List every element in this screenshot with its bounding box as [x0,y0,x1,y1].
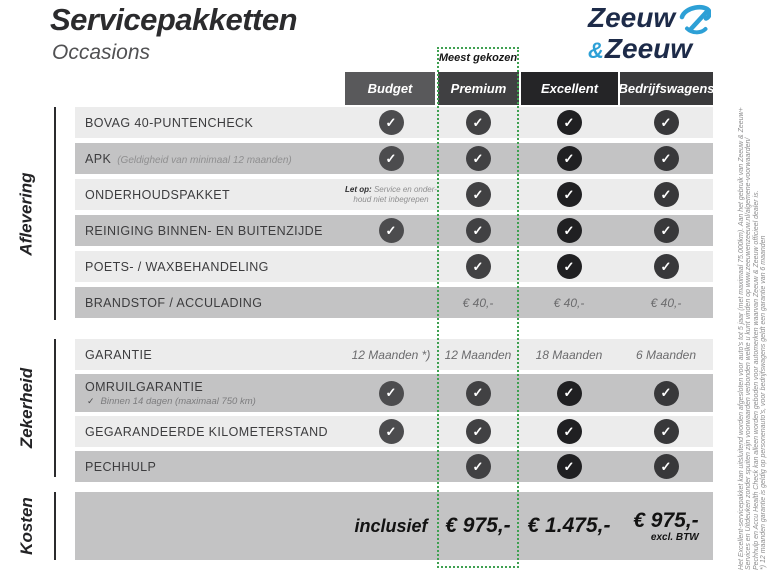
check-icon: ✓ [557,146,582,171]
row-label [75,116,345,130]
check-icon: ✓ [379,419,404,444]
kosten-value-wrap [445,514,510,538]
check-icon: ✓ [557,419,582,444]
row-label [75,380,345,407]
kosten-value: € 975,- [445,514,511,537]
kosten-row [75,492,713,560]
row-label-text: REINIGING BINNEN- EN BUITENZIJDE [85,223,323,238]
check-icon: ✓ [379,218,404,243]
cell-budget [345,218,437,243]
kosten-sub-label: excl. BTW [650,532,699,543]
kosten-cell-excellent [519,514,619,538]
column-header-excellent: Excellent [521,72,618,105]
cell-premium [437,254,519,279]
check-icon: ✓ [466,419,491,444]
aflevering-rows [75,107,713,318]
zekerheid-rows [75,339,713,482]
cell-note-bold: Let op: [345,185,372,194]
kosten-cell-premium [437,514,519,538]
check-icon: ✓ [654,381,679,406]
cell-premium [437,454,519,479]
check-icon: ✓ [654,254,679,279]
section-label-zekerheid: Zekerheid [17,367,36,449]
row-label-text: PECHHULP [85,459,157,474]
table-row [75,451,713,482]
footnote-line: Het Excellent-servicepakket kan uitsluitend worden afgesloten voor auto's tot 5 jaar (met maximaal 75.000km). Aan het gebruik van Zeeuw & Zeeuw+ [738,107,745,570]
check-icon: ✓ [379,381,404,406]
kosten-value: € 1.475,- [527,514,611,537]
cell-premium [437,218,519,243]
cell-excellent [519,454,619,479]
check-icon: ✓ [466,218,491,243]
column-header-budget: Budget [345,72,435,105]
cell-value: € 40,- [462,295,494,310]
cell-value: € 40,- [650,295,682,310]
row-label-text: BRANDSTOF / ACCULADING [85,295,263,310]
cell-excellent [519,218,619,243]
cell-excellent [519,110,619,135]
check-icon: ✓ [379,146,404,171]
row-label [75,260,345,274]
row-sub-text: Binnen 14 dagen (maximaal 750 km) [100,395,256,407]
logo-text-top: Zeeuw [588,2,676,33]
page-subtitle: Occasions [52,41,151,64]
cell-premium [437,381,519,406]
row-label-text: BOVAG 40-PUNTENCHECK [85,115,254,130]
cell-bedrijfswagens [619,254,713,279]
row-label-text: GARANTIE [85,347,153,362]
cell-premium [437,419,519,444]
check-icon: ✓ [654,146,679,171]
cell-value: 6 Maanden [635,347,697,362]
check-icon: ✓ [557,254,582,279]
kosten-value-wrap [633,509,698,543]
cell-bedrijfswagens [619,419,713,444]
most-chosen-label: Meest gekozen [438,52,518,64]
cell-value: 18 Maanden [535,347,603,362]
row-label [75,224,345,238]
cell-bedrijfswagens [619,218,713,243]
cell-bedrijfswagens [619,381,713,406]
row-label [75,348,345,362]
table-row [75,416,713,447]
cell-excellent [519,182,619,207]
cell-premium [437,110,519,135]
row-label-text: ONDERHOUDSPAKKET [85,187,231,202]
check-icon: ✓ [654,454,679,479]
cell-excellent [519,254,619,279]
row-sub-note [85,396,345,407]
cell-premium [437,296,519,310]
check-icon: ✓ [466,182,491,207]
row-label [75,152,345,166]
check-icon: ✓ [557,182,582,207]
table-row [75,107,713,138]
cell-note: Let op: Service en onder- houd niet inbegrepen [345,185,437,204]
zeeuw-en-zeeuw-logo [588,2,711,64]
check-icon: ✓ [379,110,404,135]
row-label-note: (Geldigheid van minimaal 12 maanden) [117,154,292,166]
kosten-cell-budget [345,516,437,537]
check-icon: ✓ [557,381,582,406]
footnote-line: Services en Uitdeuken zonder spuiten zijn voorwaarden verbonden welke u kunt vinden op www.zeeuwenzeeuw.nl/algemene-voorwaarden/ [745,137,753,570]
cell-budget [345,146,437,171]
kosten-cells [345,509,713,543]
check-icon: ✓ [466,110,491,135]
row-label-text: APK [85,151,112,166]
check-icon: ✓ [654,419,679,444]
cell-bedrijfswagens [619,146,713,171]
cell-excellent [519,381,619,406]
row-label [75,425,345,439]
check-icon: ✓ [466,254,491,279]
logo-text-bottom: Zeeuw [604,33,693,64]
fine-print [736,56,766,570]
cell-value: 12 Maanden *) [351,347,431,362]
cell-excellent [519,348,619,362]
kosten-value: € 975,- [633,509,699,532]
check-icon: ✓ [654,218,679,243]
check-icon: ✓ [466,146,491,171]
table-row [75,179,713,210]
check-icon: ✓ [466,454,491,479]
table-row [75,143,713,174]
footnote-line: Pechhulp en Accu Health Check kan alleen worden geboden voor automerken waarvan Zeeuw & Zeeuw officieel dealer is. [752,190,760,570]
kosten-value-wrap [354,516,427,537]
check-small-icon: ✓ [87,395,95,406]
page-title: Servicepakketten [50,2,298,37]
footnote-line: *) 12 maanden garantie is geldig op personenauto's, voor bedrijfswagens geldt een garantie van 6 maanden [759,235,767,570]
table-row [75,374,713,412]
cell-budget [345,419,437,444]
check-icon: ✓ [557,454,582,479]
logo-ampersand: & [588,38,604,63]
cell-bedrijfswagens [619,348,713,362]
kosten-value-wrap [528,514,611,538]
row-label [75,188,345,202]
cell-premium [437,348,519,362]
section-label-aflevering: Aflevering [17,171,37,256]
cell-value: € 40,- [553,295,585,310]
column-header-premium: Premium [438,72,519,105]
check-icon: ✓ [557,218,582,243]
section-label-kosten: Kosten [17,497,36,555]
table-row [75,287,713,318]
row-label-text: OMRUILGARANTIE [85,379,204,394]
aflevering-section-line [54,107,56,320]
check-icon: ✓ [654,110,679,135]
row-label-text: POETS- / WAXBEHANDELING [85,259,269,274]
cell-bedrijfswagens [619,454,713,479]
kosten-cell-bedrijfswagens [619,509,713,543]
kosten-section-line [54,492,56,560]
table-row [75,215,713,246]
cell-bedrijfswagens [619,182,713,207]
cell-excellent [519,146,619,171]
cell-budget [345,185,437,204]
table-row [75,251,713,282]
check-icon: ✓ [654,182,679,207]
kosten-value: inclusief [354,515,428,536]
table-row [75,339,713,370]
cell-budget [345,381,437,406]
cell-value: 12 Maanden [444,347,512,362]
zekerheid-section-line [54,339,56,477]
cell-premium [437,182,519,207]
cell-budget [345,110,437,135]
cell-bedrijfswagens [619,110,713,135]
cell-excellent [519,419,619,444]
row-label [75,296,345,310]
check-icon: ✓ [466,381,491,406]
cell-bedrijfswagens [619,296,713,310]
cell-excellent [519,296,619,310]
column-header-bedrijfswagens: Bedrijfswagens [620,72,713,105]
row-label [75,460,345,474]
row-label-text: GEGARANDEERDE KILOMETERSTAND [85,424,328,439]
cell-budget [345,348,437,362]
cell-premium [437,146,519,171]
check-icon: ✓ [557,110,582,135]
